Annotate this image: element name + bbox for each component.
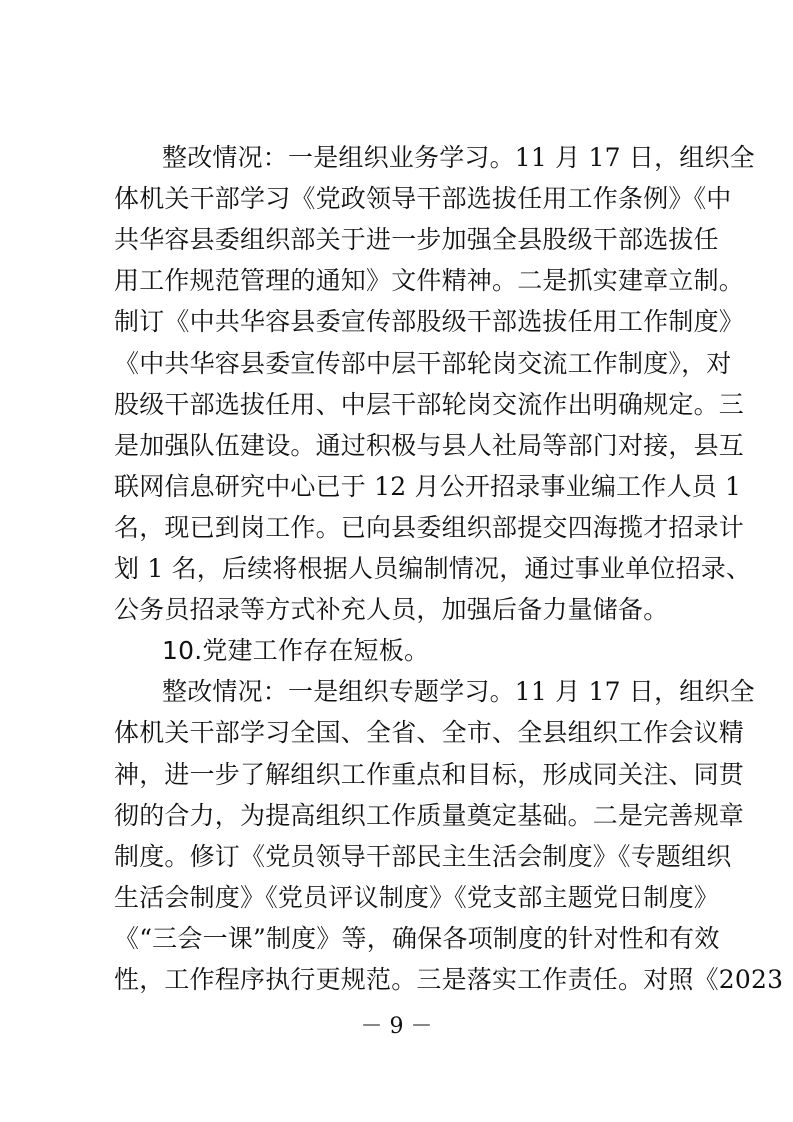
text-line: 整改情况：一是组织专题学习。11 月 17 日，组织全 (162, 677, 755, 706)
page-number: － 9 － (360, 1014, 433, 1039)
text-line: 股级干部选拔任用、中层干部轮岗交流作出明确规定。三 (114, 390, 745, 419)
text-line: 制度。修订《党员领导干部民主生活会制度》《专题组织 (114, 842, 732, 871)
text-line: 生活会制度》《党员评议制度》《党支部主题党日制度》 (114, 883, 720, 912)
text-line: 名，现已到岗工作。已向县委组织部提交四海揽才招录计 (114, 513, 745, 542)
text-line: 性，工作程序执行更规范。三是落实工作责任。对照《2023 (114, 965, 784, 994)
text-line: 划 1 名，后续将根据人员编制情况，通过事业单位招录、 (114, 554, 752, 583)
text-line: 制订《中共华容县委宣传部股级干部选拔任用工作制度》 (114, 307, 745, 336)
text-line: 彻的合力，为提高组织工作质量奠定基础。二是完善规章 (114, 801, 745, 830)
text-line: 是加强队伍建设。通过积极与县人社局等部门对接，县互 (114, 431, 745, 460)
text-line: 用工作规范管理的通知》文件精神。二是抓实建章立制。 (114, 266, 745, 295)
text-line: 联网信息研究中心已于 12 月公开招录事业编工作人员 1 (114, 472, 742, 501)
heading-text: 10.党建工作存在短板。 (162, 636, 430, 665)
text-line: 《“三会一课”制度》等，确保各项制度的针对性和有效 (114, 924, 720, 953)
text-line: 公务员招录等方式补充人员，加强后备力量储备。 (114, 595, 669, 624)
text-line: 体机关干部学习全国、全省、全市、全县组织工作会议精 (114, 718, 745, 747)
text-line: 共华容县委组织部关于进一步加强全县股级干部选拔任 (114, 225, 719, 254)
text-line: 《中共华容县委宣传部中层干部轮岗交流工作制度》，对 (114, 349, 732, 378)
text-line: 体机关干部学习《党政领导干部选拔任用工作条例》《中 (114, 184, 732, 213)
text-line: 神，进一步了解组织工作重点和目标，形成同关注、同贯 (114, 760, 745, 789)
text-line: 整改情况：一是组织业务学习。11 月 17 日，组织全 (162, 143, 755, 172)
